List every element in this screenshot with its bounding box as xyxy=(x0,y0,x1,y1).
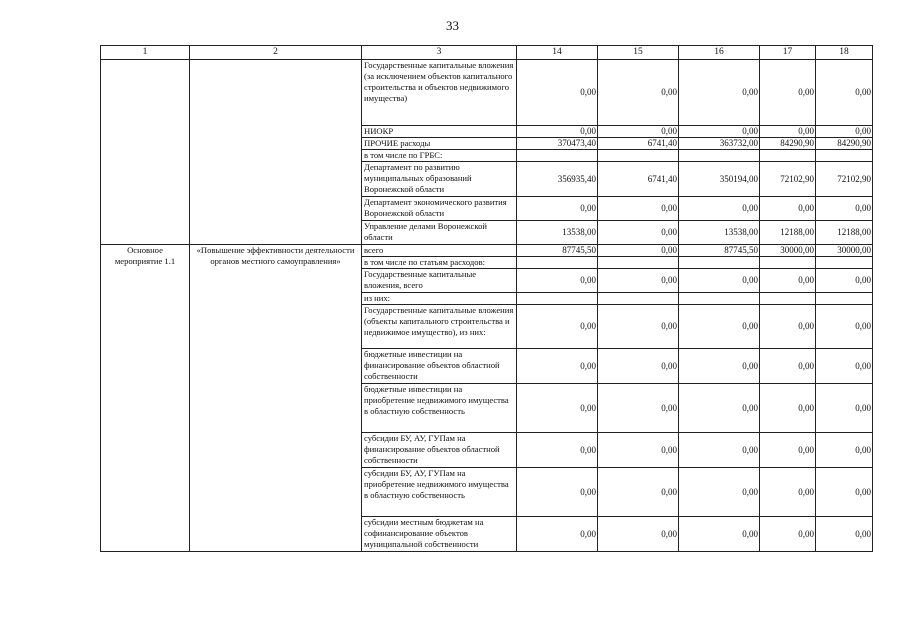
value-cell xyxy=(517,293,598,305)
header-cell: 17 xyxy=(760,46,816,60)
activity-title: «Повышение эффективности деятельности органов местного самоуправления» xyxy=(190,245,362,552)
value-cell: 0,00 xyxy=(760,384,816,433)
value-cell: 0,00 xyxy=(517,269,598,293)
value-cell: 0,00 xyxy=(679,197,760,221)
value-cell: 30000,00 xyxy=(816,245,873,257)
value-cell xyxy=(760,293,816,305)
row-label: Государственные капитальные вложения (за исключением объектов капитального строительства и объектов недвижимого имущества) xyxy=(362,60,517,126)
value-cell: 0,00 xyxy=(598,269,679,293)
value-cell: 0,00 xyxy=(760,517,816,552)
value-cell: 0,00 xyxy=(598,517,679,552)
value-cell: 84290,90 xyxy=(760,138,816,150)
value-cell: 72102,90 xyxy=(760,162,816,197)
value-cell: 6741,40 xyxy=(598,138,679,150)
row-label: НИОКР xyxy=(362,126,517,138)
row-label: Департамент по развитию муниципальных образований Воронежской области xyxy=(362,162,517,197)
value-cell: 72102,90 xyxy=(816,162,873,197)
row-label: ПРОЧИЕ расходы xyxy=(362,138,517,150)
value-cell: 0,00 xyxy=(816,517,873,552)
value-cell: 0,00 xyxy=(598,305,679,349)
value-cell: 0,00 xyxy=(598,349,679,384)
value-cell: 0,00 xyxy=(517,197,598,221)
value-cell: 0,00 xyxy=(517,305,598,349)
value-cell: 350194,00 xyxy=(679,162,760,197)
value-cell: 87745,50 xyxy=(517,245,598,257)
value-cell xyxy=(816,150,873,162)
row-label: Государственные капитальные вложения, всего xyxy=(362,269,517,293)
value-cell xyxy=(598,150,679,162)
value-cell: 0,00 xyxy=(760,349,816,384)
header-cell: 16 xyxy=(679,46,760,60)
value-cell: 0,00 xyxy=(816,60,873,126)
value-cell: 13538,00 xyxy=(517,221,598,245)
value-cell: 0,00 xyxy=(517,126,598,138)
value-cell: 30000,00 xyxy=(760,245,816,257)
value-cell: 0,00 xyxy=(517,468,598,517)
value-cell xyxy=(517,150,598,162)
value-cell: 0,00 xyxy=(679,126,760,138)
value-cell: 0,00 xyxy=(816,349,873,384)
row-label: в том числе по ГРБС: xyxy=(362,150,517,162)
value-cell xyxy=(816,293,873,305)
value-cell: 0,00 xyxy=(760,305,816,349)
row-label: Управление делами Воронежской области xyxy=(362,221,517,245)
row-label: Государственные капитальные вложения (объекты капитального строительства и недвижимое имущество), из них: xyxy=(362,305,517,349)
value-cell: 13538,00 xyxy=(679,221,760,245)
header-cell: 15 xyxy=(598,46,679,60)
row-label: в том числе по статьям расходов: xyxy=(362,257,517,269)
header-cell: 1 xyxy=(101,46,190,60)
row-label: бюджетные инвестиции на приобретение недвижимого имущества в областную собственность xyxy=(362,384,517,433)
value-cell: 0,00 xyxy=(760,269,816,293)
value-cell: 356935,40 xyxy=(517,162,598,197)
value-cell xyxy=(679,150,760,162)
value-cell: 0,00 xyxy=(679,468,760,517)
value-cell: 370473,40 xyxy=(517,138,598,150)
value-cell: 12188,00 xyxy=(760,221,816,245)
header-cell: 3 xyxy=(362,46,517,60)
value-cell: 0,00 xyxy=(679,269,760,293)
value-cell: 0,00 xyxy=(679,305,760,349)
empty-cell xyxy=(101,60,190,245)
value-cell: 0,00 xyxy=(760,60,816,126)
value-cell: 0,00 xyxy=(816,269,873,293)
value-cell: 0,00 xyxy=(598,384,679,433)
value-cell xyxy=(760,257,816,269)
value-cell: 12188,00 xyxy=(816,221,873,245)
value-cell: 0,00 xyxy=(598,245,679,257)
row-label: бюджетные инвестиции на финансирование объектов областной собственности xyxy=(362,349,517,384)
value-cell: 0,00 xyxy=(598,197,679,221)
value-cell: 0,00 xyxy=(679,60,760,126)
value-cell: 0,00 xyxy=(517,349,598,384)
value-cell: 0,00 xyxy=(598,126,679,138)
value-cell: 0,00 xyxy=(517,384,598,433)
value-cell xyxy=(598,257,679,269)
value-cell: 0,00 xyxy=(598,221,679,245)
row-label: всего xyxy=(362,245,517,257)
value-cell: 0,00 xyxy=(816,305,873,349)
row-label: субсидии местным бюджетам на софинансирование объектов муниципальной собственности xyxy=(362,517,517,552)
value-cell: 0,00 xyxy=(760,468,816,517)
value-cell: 0,00 xyxy=(679,384,760,433)
value-cell: 0,00 xyxy=(517,517,598,552)
value-cell: 0,00 xyxy=(679,517,760,552)
header-cell: 2 xyxy=(190,46,362,60)
table-row xyxy=(101,245,873,257)
row-label: из них: xyxy=(362,293,517,305)
value-cell: 84290,90 xyxy=(816,138,873,150)
table-row xyxy=(101,60,873,126)
value-cell xyxy=(598,293,679,305)
value-cell xyxy=(679,293,760,305)
value-cell: 0,00 xyxy=(598,60,679,126)
value-cell: 0,00 xyxy=(816,433,873,468)
value-cell: 0,00 xyxy=(679,433,760,468)
value-cell: 0,00 xyxy=(816,197,873,221)
activity-name: Основное мероприятие 1.1 xyxy=(101,245,190,552)
value-cell: 87745,50 xyxy=(679,245,760,257)
value-cell: 0,00 xyxy=(598,433,679,468)
page-number: 33 xyxy=(446,18,459,33)
value-cell: 363732,00 xyxy=(679,138,760,150)
value-cell: 0,00 xyxy=(760,433,816,468)
header-cell: 14 xyxy=(517,46,598,60)
row-label: субсидии БУ, АУ, ГУПам на финансирование объектов областной собственности xyxy=(362,433,517,468)
value-cell xyxy=(679,257,760,269)
value-cell xyxy=(816,257,873,269)
value-cell: 0,00 xyxy=(760,126,816,138)
value-cell: 0,00 xyxy=(816,384,873,433)
empty-cell xyxy=(190,60,362,245)
header-row xyxy=(101,46,873,60)
value-cell: 6741,40 xyxy=(598,162,679,197)
budget-table xyxy=(100,45,873,552)
value-cell xyxy=(760,150,816,162)
value-cell: 0,00 xyxy=(517,433,598,468)
value-cell: 0,00 xyxy=(816,468,873,517)
row-label: Департамент экономического развития Воронежской области xyxy=(362,197,517,221)
header-cell: 18 xyxy=(816,46,873,60)
row-label: субсидии БУ, АУ, ГУПам на приобретение недвижимого имущества в областную собственность xyxy=(362,468,517,517)
value-cell: 0,00 xyxy=(598,468,679,517)
value-cell xyxy=(517,257,598,269)
value-cell: 0,00 xyxy=(816,126,873,138)
value-cell: 0,00 xyxy=(760,197,816,221)
value-cell: 0,00 xyxy=(517,60,598,126)
value-cell: 0,00 xyxy=(679,349,760,384)
